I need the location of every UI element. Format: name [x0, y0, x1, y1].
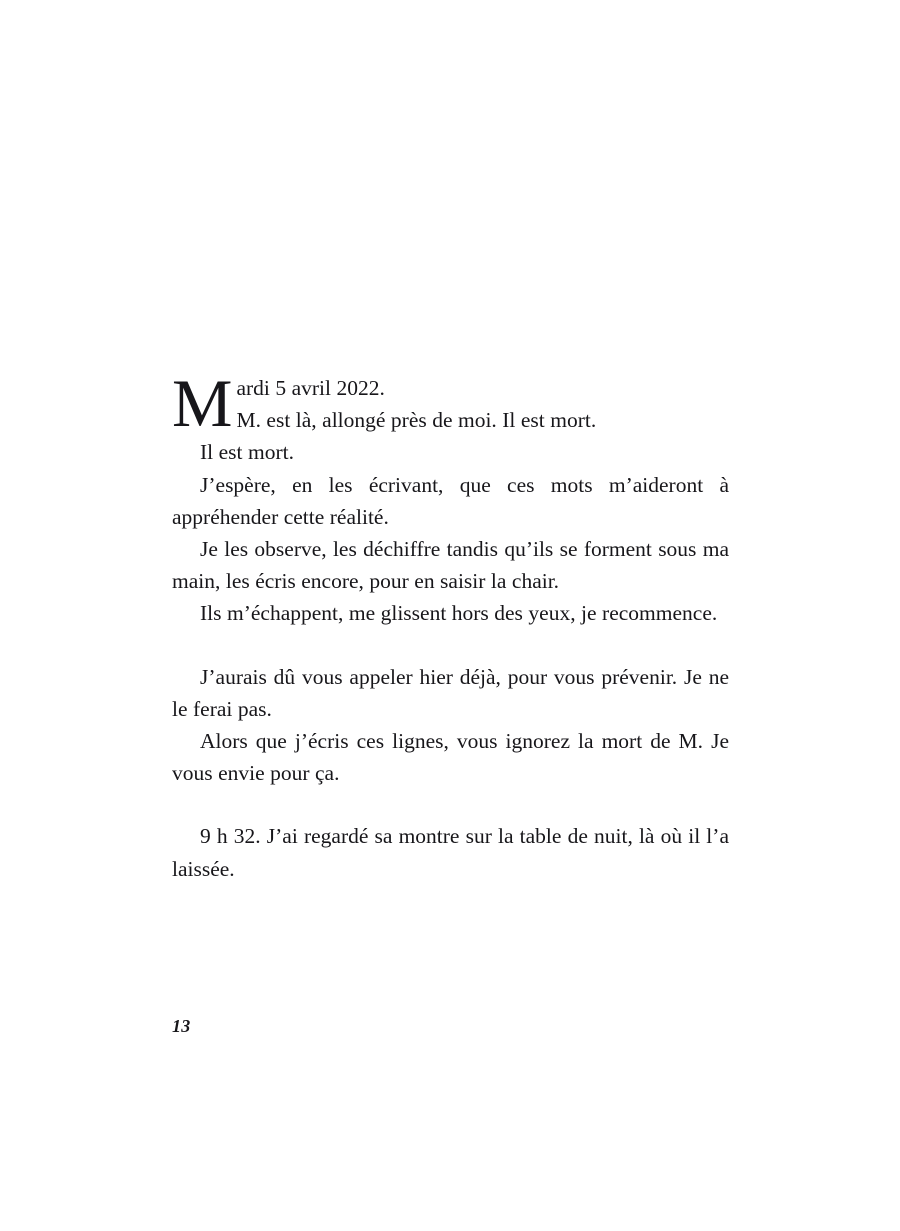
paragraph-il-est-mort: Il est mort.	[200, 440, 294, 465]
paragraph-alors-que: Alors que j’écris ces lignes, vous ignorez la mort de M. Je vous envie pour ça.	[172, 729, 729, 786]
paragraph-je-les-observe: Je les observe, les déchiffre tandis qu’ils se forment sous ma main, les écris encore, pour en saisir la chair.	[172, 537, 729, 594]
paragraph-jespere: J’espère, en les écrivant, que ces mots m’aideront à appréhender cette réalité.	[172, 472, 729, 529]
text-block-1	[172, 365, 729, 630]
paragraph-opening-continuation: M. est là, allongé près de moi. Il est mort.	[236, 408, 597, 433]
text-block-3	[172, 820, 729, 884]
paragraph-jaurais-du: J’aurais dû vous appeler hier déjà, pour vous prévenir. Je ne le ferai pas.	[172, 664, 729, 721]
block-separator-2	[172, 789, 729, 820]
paragraph-9h32: 9 h 32. J’ai regardé sa montre sur la table de nuit, là où il l’a laissée.	[172, 824, 729, 881]
paragraph-ils-mechappent: Ils m’échappent, me glissent hors des yeux, je recommence.	[200, 601, 718, 626]
text-block-2	[172, 661, 729, 790]
block-separator-1	[172, 630, 729, 661]
paragraph-opening	[172, 365, 729, 441]
drop-cap-letter: M	[172, 365, 233, 441]
paragraph-opening-first-line: ardi 5 avril 2022.	[236, 376, 385, 400]
page-number: 13	[172, 1016, 191, 1036]
page-text-block	[172, 365, 729, 885]
